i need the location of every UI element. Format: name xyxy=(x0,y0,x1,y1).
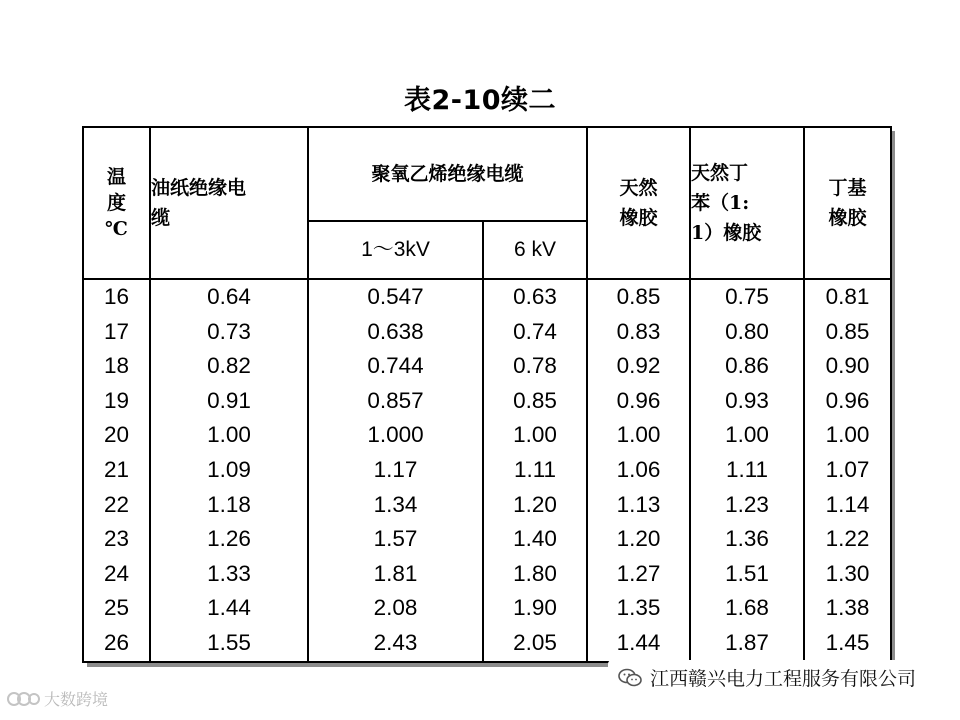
header-natural-rubber xyxy=(587,127,690,279)
header-temp-line: 度 xyxy=(106,192,126,214)
header-sbr-rubber xyxy=(690,127,804,279)
table-cell-butyl: 0.90 xyxy=(825,353,870,379)
table-cell-temp: 23 xyxy=(103,526,130,552)
table-cell-pvc_6kv: 1.40 xyxy=(513,526,557,552)
table-cell-sbr: 0.86 xyxy=(725,353,769,379)
header-butyl-line: 橡胶 xyxy=(828,207,867,229)
table-cell-butyl: 0.96 xyxy=(825,387,870,413)
table-cell-pvc_1_3kv: 1.81 xyxy=(373,560,418,586)
table-cell-pvc_1_3kv: 1.57 xyxy=(373,526,418,552)
table-cell-oil_paper: 1.26 xyxy=(207,526,251,552)
table-cell-pvc_6kv: 0.85 xyxy=(513,387,557,413)
watermark-logo-icon xyxy=(6,691,40,711)
table-cell-temp: 26 xyxy=(103,629,130,655)
table-cell-pvc_1_3kv: 0.744 xyxy=(367,353,424,379)
table-cell-pvc_6kv: 1.90 xyxy=(513,595,557,621)
table-cell-pvc_1_3kv: 2.08 xyxy=(373,595,418,621)
column-pvc-6kv xyxy=(483,279,587,662)
table-cell-oil_paper: 1.18 xyxy=(207,491,251,517)
table-cell-sbr: 1.87 xyxy=(725,629,769,655)
table-cell-pvc_6kv: 1.20 xyxy=(513,491,557,517)
table-cell-butyl: 1.14 xyxy=(825,491,870,517)
table-cell-natural_rubber: 1.00 xyxy=(616,422,661,448)
data-table xyxy=(82,126,892,663)
table-cell-pvc_1_3kv: 1.000 xyxy=(367,422,424,448)
header-butyl-line: 丁基 xyxy=(828,177,867,199)
table-cell-natural_rubber: 0.85 xyxy=(616,284,661,309)
table-cell-pvc_1_3kv: 0.547 xyxy=(367,284,424,309)
header-pvc-1-3kv: 1～3kV xyxy=(308,221,483,279)
header-sbr-line: 1）橡胶 xyxy=(691,222,762,244)
header-pvc-6kv: 6 kV xyxy=(483,221,587,279)
table-cell-natural_rubber: 1.13 xyxy=(616,491,661,517)
table-cell-temp: 16 xyxy=(103,284,130,309)
header-sbr-line: 苯（1: xyxy=(691,192,750,214)
table-cell-oil_paper: 0.82 xyxy=(207,353,251,379)
page-title: 表2-10续二 xyxy=(403,85,557,116)
table-cell-sbr: 1.11 xyxy=(725,456,769,482)
table-cell-temp: 22 xyxy=(103,491,130,517)
table-cell-butyl: 1.30 xyxy=(825,560,870,586)
header-temp-line: 温 xyxy=(106,166,126,188)
account-badge[interactable] xyxy=(608,660,926,695)
table-cell-oil_paper: 0.91 xyxy=(207,387,251,413)
table-cell-oil_paper: 1.55 xyxy=(207,629,251,655)
header-pvc-cable xyxy=(308,127,587,221)
table-cell-oil_paper: 1.00 xyxy=(207,422,251,448)
column-sbr-rubber xyxy=(690,279,804,662)
table-cell-natural_rubber: 1.06 xyxy=(616,456,661,482)
table-cell-sbr: 0.75 xyxy=(725,284,769,309)
table-cell-sbr: 1.36 xyxy=(725,526,769,552)
table-cell-pvc_6kv: 1.80 xyxy=(513,560,557,586)
table-cell-sbr: 1.51 xyxy=(725,560,769,586)
table-cell-sbr: 1.23 xyxy=(725,491,769,517)
account-name: 江西赣兴电力工程服务有限公司 xyxy=(649,668,916,690)
header-nat-line: 天然 xyxy=(619,177,658,199)
header-temperature xyxy=(83,127,150,279)
table-cell-pvc_1_3kv: 1.34 xyxy=(373,491,418,517)
table-frame xyxy=(82,126,890,662)
table-cell-natural_rubber: 1.44 xyxy=(616,629,661,655)
table-cell-butyl: 1.45 xyxy=(825,629,870,655)
table-cell-natural_rubber: 0.92 xyxy=(616,353,661,379)
table-cell-oil_paper: 1.33 xyxy=(207,560,251,586)
table-cell-pvc_1_3kv: 2.43 xyxy=(373,629,418,655)
table-cell-sbr: 0.80 xyxy=(725,318,769,344)
table-cell-butyl: 1.07 xyxy=(825,456,870,482)
table-cell-oil_paper: 0.64 xyxy=(207,284,251,309)
table-cell-pvc_6kv: 0.63 xyxy=(513,284,557,309)
table-cell-natural_rubber: 0.96 xyxy=(616,387,661,413)
table-cell-temp: 24 xyxy=(103,560,130,586)
table-cell-temp: 21 xyxy=(103,456,130,482)
table-cell-oil_paper: 1.09 xyxy=(207,456,251,482)
column-pvc-1-3kv xyxy=(308,279,483,662)
table-cell-butyl: 1.00 xyxy=(825,422,870,448)
table-cell-pvc_6kv: 1.00 xyxy=(513,422,557,448)
table-cell-sbr: 1.00 xyxy=(725,422,769,448)
table-cell-butyl: 0.85 xyxy=(825,318,870,344)
column-temperature xyxy=(83,279,150,662)
table-cell-temp: 25 xyxy=(103,595,130,621)
table-cell-pvc_6kv: 0.78 xyxy=(513,353,557,379)
column-butyl-rubber xyxy=(804,279,891,662)
table-cell-temp: 19 xyxy=(103,387,130,413)
header-oil-line: 油纸绝缘电 xyxy=(151,177,247,199)
table-cell-pvc_6kv: 0.74 xyxy=(513,318,557,344)
table-cell-sbr: 0.93 xyxy=(725,387,769,413)
header-sbr-line: 天然丁 xyxy=(691,162,749,184)
column-oil-paper xyxy=(150,279,308,662)
table-cell-butyl: 1.38 xyxy=(825,595,870,621)
table-cell-temp: 17 xyxy=(103,318,130,344)
table-cell-oil_paper: 0.73 xyxy=(207,318,251,344)
table-cell-temp: 20 xyxy=(103,422,130,448)
header-oil-paper-cable xyxy=(150,127,308,279)
table-cell-oil_paper: 1.44 xyxy=(207,595,251,621)
header-butyl-rubber xyxy=(804,127,891,279)
table-cell-sbr: 1.68 xyxy=(725,595,769,621)
table-cell-natural_rubber: 0.83 xyxy=(616,318,661,344)
watermark-text: 大数跨境 xyxy=(44,690,109,709)
table-cell-natural_rubber: 1.20 xyxy=(616,526,661,552)
table-cell-pvc_6kv: 2.05 xyxy=(513,629,557,655)
table-cell-pvc_1_3kv: 1.17 xyxy=(373,456,418,482)
table-cell-pvc_1_3kv: 0.857 xyxy=(367,387,424,413)
footer-watermark xyxy=(6,687,108,711)
table-cell-natural_rubber: 1.35 xyxy=(616,595,661,621)
header-oil-line: 缆 xyxy=(151,207,171,229)
table-cell-butyl: 1.22 xyxy=(825,526,870,552)
table-cell-natural_rubber: 1.27 xyxy=(616,560,661,586)
table-cell-pvc_6kv: 1.11 xyxy=(513,456,557,482)
wechat-icon xyxy=(618,667,642,689)
header-pvc-line: 聚氧乙烯绝缘电缆 xyxy=(371,163,524,185)
column-natural-rubber xyxy=(587,279,690,662)
table-cell-pvc_1_3kv: 0.638 xyxy=(367,318,424,344)
table-cell-butyl: 0.81 xyxy=(825,284,870,309)
header-temp-line: ℃ xyxy=(105,218,128,240)
header-nat-line: 橡胶 xyxy=(619,207,658,229)
table-cell-temp: 18 xyxy=(103,353,130,379)
